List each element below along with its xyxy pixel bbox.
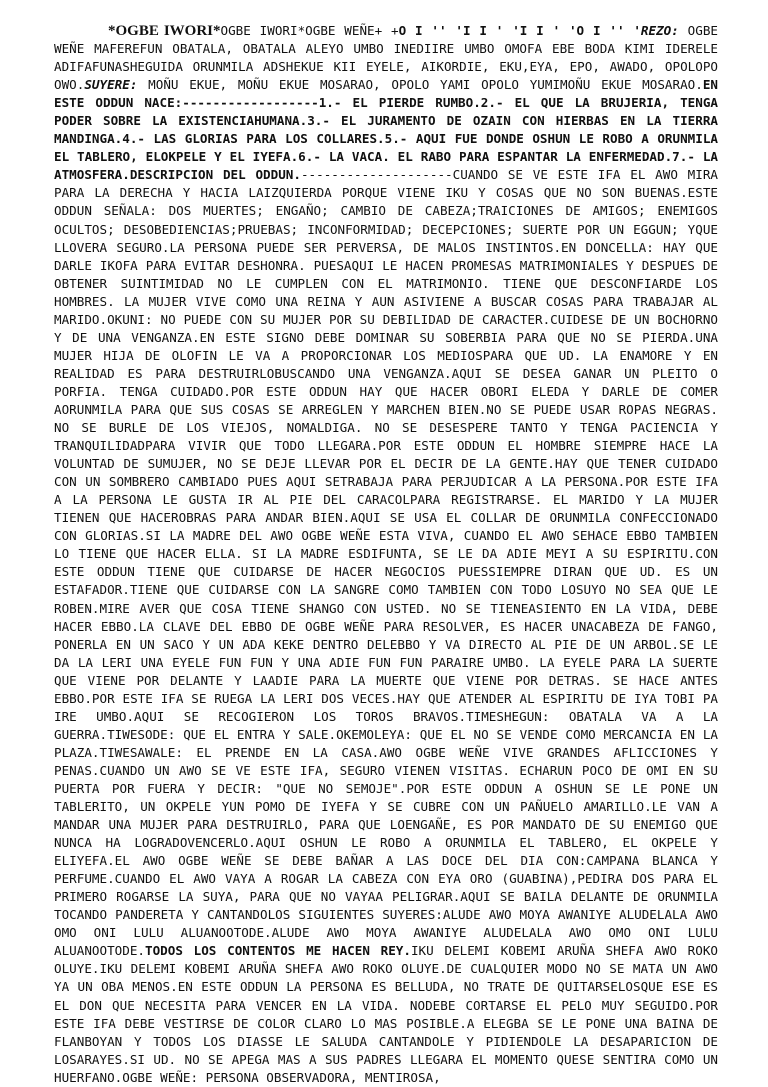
odu-marks: O I '' 'I I ' 'I I ' 'O I '' ' (398, 23, 641, 38)
rezo-text: OGBE WEÑE MAFEREFUN OBATALA, OBATALA ALEYO UMBO INEDIIRE UMBO OMOFA EBE BODA KIMI IDERELE ADIFAFUNASHEGUIDA ORUNMILA ADSHEKUE KII EYELE, AIKORDIE, EKU,EYA, EPO, AWADO, OPOLOPO OWO. (54, 23, 718, 93)
title-continuation: OGBE IWORI*OGBE WEÑE+ + (220, 23, 399, 38)
rezo-label: REZO: (640, 23, 679, 38)
todos-heading: TODOS LOS CONTENTOS ME HACEN REY. (145, 943, 411, 959)
nace-section: EN ESTE ODDUN NACE:------------------1.- EL PIERDE RUMBO.2.- EL QUE LA BRUJERIA, TENGA PODER SOBRE LA EXISTENCIAHUMANA.3.- EL JURAMENTO DE OZAIN CON HIERBAS EN LA TIERRA MANDINGA.4.- LAS GLORIAS PARA LOS COLLARES.5.- AQUI FUE DONDE OSHUN LE ROBO A ORUNMILA EL TABLERO, ELOKPELE Y EL IYEFA.6.- LA VACA. EL RABO PARA ESPANTAR LA ENFERMEDAD.7.- LA ATMOSFERA.DESCRIPCION DEL ODDUN. (54, 77, 718, 183)
description-text: --------------------CUANDO SE VE ESTE IFA EL AWO MIRA PARA LA DERECHA Y HACIA LAIZQUIERDA PORQUE VIENE IKU Y COSAS QUE NO SON BUENAS.ESTE ODDUN SEÑALA: DOS MUERTES; ENGAÑO; CAMBIO DE CABEZA;TRAICIONES DE AMIGOS; ENEMIGOS OCULTOS; DESOBEDIENCIAS;PRUEBAS; INCONFORMIDAD; DECEPCIONES; SUERTE POR UN EGGUN; YQUE LLOVERA SEGURO.LA PERSONA PUEDE SER PERVERSA, DE MALOS INSTINTOS.EN DONCELLA: HAY QUE DARLE IKOFA PARA EVITAR DESHONRA. PUESAQUI LE HACEN PROMESAS MATRIMONIALES Y DESPUES DE OBTENER SUINTIMIDAD NO LE CUMPLEN CON EL MATRIMONIO. TIENE QUE DESCONFIARDE LOS HOMBRES. LA MUJER VIVE COMO UNA REINA Y AUN ASIVIENE A BUSCAR COSAS PARA TRABAJAR AL MARIDO.OKUNI: NO PUEDE CON SU MUJER POR SU DEBILIDAD DE CARACTER.CUIDESE DE UN BOCHORNO Y DE UNA VENGANZA.EN ESTE SIGNO DEBE DOMINAR SU SOBERBIA PARA QUE NO SE PIERDA.UNA MUJER HIJA DE OLOFIN LE VA A PROPORCIONAR LOS MEDIOSPARA QUE UD. LA ENAMORE Y EN REALIDAD ES PARA DESTRUIRLOBUSCANDO UNA VENGANZA.AQUI SE DESEA GANAR UN PLEITO O PORFIA. TENGA CUIDADO.POR ESTE ODDUN HAY QUE HACER OBORI ELEDA Y DARLE DE COMER AORUNMILA PARA QUE SUS COSAS SE ARREGLEN Y MARCHEN BIEN.NO SE PUEDE USAR ROPAS NEGRAS. NO SE BURLE DE LOS VIEJOS, NOMALDIGA. NO SE DESESPERE TANTO Y TENGA PACIENCIA Y TRANQUILIDADPARA VIVIR QUE TODO LLEGARA.POR ESTE ODDUN EL HOMBRE SIEMPRE HACE LA VOLUNTAD DE SUMUJER, NO SE DEJE LLEVAR POR EL DECIR DE LA GENTE.HAY QUE TENER CUIDADO CON UN SOMBRERO CAMBIADO PUES AQUI SETRABAJA PARA PERJUDICAR A LA PERSONA.POR ESTE IFA A LA PERSONA LE GUSTA IR AL PIE DEL CARACOLPARA REGISTRARSE. EL MARIDO Y LA MUJER TIENEN QUE HACEROBRAS PARA ANDAR BIEN.AQUI SE USA EL COLLAR DE ORUNMILA CONFECCIONADO CON GLORIAS.SI LA MADRE DEL AWO OGBE WEÑE ESTA VIVA, CUANDO EL AWO SEHACE EBBO TAMBIEN LO TIENE QUE HACER ELLA. SI LA MADRE ESDIFUNTA, SE LE DA ADIE MEYI A SU ESPIRITU.CON ESTE ODDUN TIENE QUE CUIDARSE DE HACER NEGOCIOS PUESSIEMPRE DIRAN QUE UD. ES UN ESTAFADOR.TIENE QUE CUIDARSE CON LA SANGRE COMO TAMBIEN CON TODO LOSUYO NO SEA QUE LE ROBEN.MIRE AVER QUE COSA TIENE SHANGO CON USTED. NO SE TIENEASIENTO EN LA VIDA, DEBE HACER EBBO.LA CLAVE DEL EBBO DE OGBE WEÑE PARA RESOLVER, ES HACER UNACABEZA DE FANGO, PONERLA EN UN SACO Y UN ADA KEKE DENTRO DELEBBO Y VA DIRECTO AL PIE DE UN ARBOL.SE LE DA LA LERI UNA EYELE FUN FUN Y UNA ADIE FUN FUN PARAIRE UMBO. LA EYELE PARA LA SUERTE QUE VIENE POR DELANTE Y LAADIE PARA LA MUERTE QUE VIENE POR DETRAS. SE HACE ANTES EBBO.POR ESTE IFA SE RUEGA LA LERI DOS VECES.HAY QUE ATENDER AL ESPIRITU DE IYA TOBI PA IRE UMBO.AQUI SE RECOGIERON LOS TOROS BRAVOS.TIMESHEGUN: OBATALA VA A LA GUERRA.TIWESODE: QUE EL ENTRA Y SALE.OKEMOLEYA: QUE EL NO SE VENDE COMO MERCANCIA EN LA PLAZA.TIWESAWALE: EL PRENDE EN LA CASA.AWO OGBE WEÑE VIVE GRANDES AFLICCIONES Y PENAS.CUANDO UN AWO SE VE ESTE IFA, SEGURO VIENEN VISITAS. ECHARUN POCO DE OMI EN SU PUERTA POR FUERA Y DECIR: "QUE NO SEMOJE".POR ESTE ODDUN A OSHUN SE LE PONE UN TABLERITO, UN OKPELE YUN POMO DE IYEFA Y SE CUBRE CON UN PAÑUELO AMARILLO.LE VAN A MANDAR UNA MUJER PARA DESTRUIRLO, PARA QUE LOENGAÑE, ES POR MANDATO DE SU ENEMIGO QUE NUNCA HA LOGRADOVENCERLO.AQUI OSHUN LE ROBO A ORUNMILA EL TABLERO, EL OKPELE Y ELIYEFA.EL AWO OGBE WEÑE SE DEBE BAÑAR A LAS DOCE DEL DIA CON:CAMPANA BLANCA Y PERFUME.CUANDO EL AWO VAYA A ROGAR LA CABEZA CON EYA ORO (GUABINA),PEDIRA DOS PARA EL PRIMERO ROGARSE LA SUYA, PARA QUE NO VAYAA PELIGRAR.AQUI SE BAILA DELANTE DE ORUNMILA TOCANDO PANDERETA Y CANTANDOLOS SIGUIENTES SUYERES:ALUDE AWO MOYA AWANIYE ALUDELALA AWO OMO ONI LULU ALUANOOTODE.ALUDE AWO MOYA AWANIYE ALUDELALA AWO OMO ONI LULU ALUANOOTODE. (54, 167, 718, 959)
document-title: *OGBE IWORI* (108, 23, 221, 39)
closing-text: IKU DELEMI KOBEMI ARUÑA SHEFA AWO ROKO OLUYE.IKU DELEMI KOBEMI ARUÑA SHEFA AWO ROKO OLUYE.DE CUALQUIER MODO NO SE MATA UN AWO YA UN OBA MENOS.EN ESTE ODDUN LA PERSONA ES BELLUDA, NO TRATE DE QUITARSELOSQUE ESE ES EL DON QUE NECESITA PARA VENCER EN LA VIDA. NODEBE CORTARSE EL PELO MUY SEGUIDO.POR ESTE IFA DEBE VESTIRSE DE COLOR CLARO LO MAS POSIBLE.A ELEGBA SE LE PONE UNA BAINA DE FLANBOYAN Y TODOS LOS DIASSE LE SALUDA CANTANDOLE Y PIDIENDOLE LA DESAPARICION DE LOSARAYES.SI UD. NO SE APEGA MAS A SUS PADRES LLEGARA EL MOMENTO QUESE SENTIRA COMO UN HUERFANO.OGBE WEÑE: PERSONA OBSERVADORA, MENTIROSA, (54, 943, 718, 1085)
suyere-label: SUYERE: (84, 77, 138, 93)
document-body (54, 22, 718, 1087)
suyere-text: MOÑU EKUE, MOÑU EKUE MOSARAO, OPOLO YAMI OPOLO YUMIMOÑU EKUE MOSARAO. (137, 77, 703, 93)
